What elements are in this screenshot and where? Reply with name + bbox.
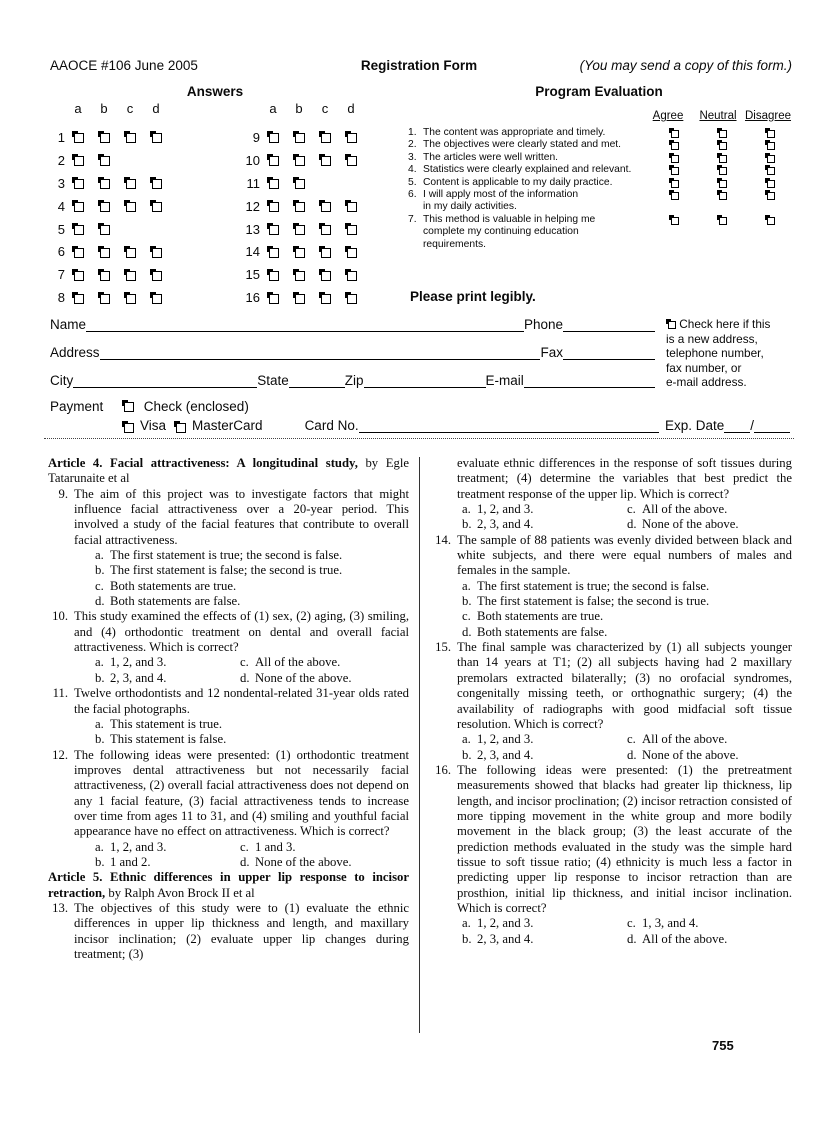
evaluation-item-number: 2. bbox=[408, 139, 417, 151]
answer-row-number: 8 bbox=[57, 290, 65, 306]
evaluation-agree-checkbox-5[interactable] bbox=[669, 178, 679, 188]
evaluation-item-6 bbox=[408, 189, 794, 214]
dotted-divider bbox=[44, 438, 794, 439]
copy-note: (You may send a copy of this form.) bbox=[579, 58, 792, 73]
note-line: Check here if this bbox=[679, 317, 771, 331]
email-label: E-mail bbox=[485, 373, 524, 388]
answer-letter: d bbox=[152, 101, 160, 116]
answer-option-c: c. Both statements are true. bbox=[95, 578, 237, 593]
answer-option-a: a. This statement is true. bbox=[95, 716, 223, 731]
answer-row-number: 1 bbox=[57, 129, 65, 145]
question-text: 9. The aim of this project was to investigate factors that might influence facial attractiveness over a 20-year period. This involved a study of the facial features that contribute to overall facial attractiveness. bbox=[48, 487, 409, 548]
option-letter: a. bbox=[462, 502, 471, 517]
answer-row-number: 2 bbox=[57, 152, 65, 168]
payment-label: Payment bbox=[50, 399, 104, 414]
option-letter: a. bbox=[95, 839, 104, 854]
answer-checkbox-14b[interactable] bbox=[293, 246, 305, 258]
answer-checkbox-4d[interactable] bbox=[150, 200, 162, 212]
option-letter: c. bbox=[240, 655, 249, 670]
answer-row-number: 5 bbox=[57, 221, 65, 237]
card-no-label: Card No. bbox=[304, 418, 359, 433]
answer-option-b: b. This statement is false. bbox=[95, 732, 227, 747]
option-letter: d. bbox=[627, 747, 637, 762]
question-number: 12. bbox=[52, 747, 68, 762]
evaluation-neutral-checkbox-4[interactable] bbox=[717, 165, 727, 175]
answer-letter: c bbox=[126, 101, 134, 116]
answer-option-b: b. 2, 3, and 4. bbox=[462, 517, 534, 532]
evaluation-disagree-checkbox-1[interactable] bbox=[765, 128, 775, 138]
evaluation-agree-checkbox-1[interactable] bbox=[669, 128, 679, 138]
fax-label: Fax bbox=[540, 345, 563, 360]
option-letter: b. bbox=[95, 670, 105, 685]
option-letter: c. bbox=[95, 578, 104, 593]
answer-checkbox-1c[interactable] bbox=[124, 131, 136, 143]
answer-row-9 bbox=[244, 126, 364, 149]
answer-option-c: c. 1, 3, and 4. bbox=[627, 916, 699, 931]
option-letter: c. bbox=[627, 732, 636, 747]
answer-option-a: a. 1, 2, and 3. bbox=[462, 502, 534, 517]
answers-grid-left bbox=[49, 101, 169, 309]
answer-row-14 bbox=[244, 240, 364, 263]
option-letter: d. bbox=[627, 517, 637, 532]
answer-checkbox-8b[interactable] bbox=[98, 292, 110, 304]
answer-checkbox-12a[interactable] bbox=[267, 200, 279, 212]
answer-checkbox-12b[interactable] bbox=[293, 200, 305, 212]
answer-option-c: c. All of the above. bbox=[240, 655, 341, 670]
option-letter: b. bbox=[95, 563, 105, 578]
evaluation-disagree-checkbox-6[interactable] bbox=[765, 190, 775, 200]
answer-checkbox-15a[interactable] bbox=[267, 269, 279, 281]
answer-checkbox-13b[interactable] bbox=[293, 223, 305, 235]
answer-row-number: 6 bbox=[57, 244, 65, 260]
answer-checkbox-16c[interactable] bbox=[319, 292, 331, 304]
answer-option-c: c. Both statements are true. bbox=[462, 609, 604, 624]
page-number: 755 bbox=[712, 1038, 734, 1053]
option-letter: c. bbox=[627, 916, 636, 931]
answer-row-number: 16 bbox=[245, 290, 260, 306]
address-label: Address bbox=[50, 345, 100, 360]
answer-option-c: c. All of the above. bbox=[627, 732, 728, 747]
evaluation-item-number: 7. bbox=[408, 213, 417, 225]
article-column-left bbox=[48, 456, 409, 962]
question-number: 10. bbox=[52, 609, 68, 624]
answer-checkbox-6b[interactable] bbox=[98, 246, 110, 258]
options-grid bbox=[431, 916, 792, 947]
evaluation-item-4 bbox=[408, 164, 794, 176]
exp-year-line[interactable] bbox=[754, 430, 790, 433]
evaluation-neutral-checkbox-6[interactable] bbox=[717, 190, 727, 200]
answer-option-d: d. Both statements are false. bbox=[462, 624, 608, 639]
evaluation-item-text: 2. The objectives were clearly stated and met. bbox=[408, 139, 622, 151]
email-input-line[interactable] bbox=[524, 385, 655, 388]
answer-row-16 bbox=[244, 286, 364, 309]
answer-checkbox-8c[interactable] bbox=[124, 292, 136, 304]
option-letter: b. bbox=[462, 931, 472, 946]
evaluation-item-number: 4. bbox=[408, 164, 417, 176]
options-grid bbox=[431, 502, 792, 533]
option-letter: b. bbox=[462, 747, 472, 762]
answer-letter-header bbox=[244, 101, 364, 126]
note-line: e-mail address. bbox=[666, 375, 747, 390]
exp-date-label: Exp. Date bbox=[664, 418, 725, 433]
answer-checkbox-16d[interactable] bbox=[345, 292, 357, 304]
answer-checkbox-9b[interactable] bbox=[293, 131, 305, 143]
answer-checkbox-12c[interactable] bbox=[319, 200, 331, 212]
evaluation-item-text: 6. I will apply most of the information in my daily activities. bbox=[408, 189, 579, 213]
answer-checkbox-7d[interactable] bbox=[150, 269, 162, 281]
card-no-input-line[interactable] bbox=[359, 430, 659, 433]
answer-row-3 bbox=[49, 172, 169, 195]
answer-option-c: c. 1 and 3. bbox=[240, 839, 296, 854]
answer-checkbox-6c[interactable] bbox=[124, 246, 136, 258]
article-heading: Article 5. Ethnic differences in upper lip response to incisor retraction, by Ralph Avon Brock II et al bbox=[48, 870, 409, 900]
evaluation-neutral-checkbox-5[interactable] bbox=[717, 178, 727, 188]
answer-option-d: d. All of the above. bbox=[627, 931, 728, 946]
answer-checkbox-15d[interactable] bbox=[345, 269, 357, 281]
answer-row-8 bbox=[49, 286, 169, 309]
phone-label: Phone bbox=[523, 317, 563, 332]
evaluation-item-7 bbox=[408, 214, 794, 251]
question-text: 13. The objectives of this study were to (1) evaluate the ethnic differences in upper lip thickness and length, and maxillary incisor inclination; (2) evaluate upper lip changes during treatment; (3) bbox=[48, 901, 409, 962]
new-address-checkbox[interactable] bbox=[666, 319, 676, 329]
answer-option-b: b. 1 and 2. bbox=[95, 854, 151, 869]
option-letter: b. bbox=[462, 517, 472, 532]
option-letter: d. bbox=[240, 670, 250, 685]
state-input-line[interactable] bbox=[289, 385, 345, 388]
evaluation-item-text: 1. The content was appropriate and timely. bbox=[408, 127, 606, 138]
evaluation-section-title: Program Evaluation bbox=[535, 84, 663, 99]
answer-row-13 bbox=[244, 218, 364, 241]
options-grid bbox=[431, 732, 792, 763]
answer-checkbox-8a[interactable] bbox=[72, 292, 84, 304]
evaluation-item-text: 4. Statistics were clearly explained and relevant. bbox=[408, 164, 632, 176]
question-text: 15. The final sample was characterized by (1) all subjects younger than 14 years at T1; (2) all subjects having had 2 maxillary premolars extracted bilaterally; (3) no orofacial syndromes, congenitally missing teeth, or orthognathic surgery; (4) the availability of radiographs with good midfacial soft tissue resolution. Which is correct? bbox=[431, 640, 792, 732]
answer-option-d: d. None of the above. bbox=[240, 854, 352, 869]
answer-row-number: 4 bbox=[57, 198, 65, 214]
name-label: Name bbox=[50, 317, 87, 332]
evaluation-header-row bbox=[408, 110, 794, 122]
answer-row-number: 14 bbox=[245, 244, 260, 260]
answer-checkbox-2b[interactable] bbox=[98, 154, 110, 166]
issue-title: AAOCE #106 June 2005 bbox=[50, 58, 198, 73]
answer-option-a: a. The first statement is true; the second is false. bbox=[95, 548, 343, 563]
city-label: City bbox=[50, 373, 74, 388]
option-letter: a. bbox=[462, 916, 471, 931]
agree-column-header: Agree bbox=[652, 110, 684, 122]
address-input-line[interactable] bbox=[100, 357, 541, 360]
answer-checkbox-14c[interactable] bbox=[319, 246, 331, 258]
evaluation-item-text: 5. Content is applicable to my daily practice. bbox=[408, 176, 613, 188]
article-column-right bbox=[431, 456, 792, 947]
question-number: 16. bbox=[435, 762, 451, 777]
evaluation-item-5 bbox=[408, 177, 794, 189]
option-letter: c. bbox=[627, 502, 636, 517]
evaluation-item-text: 3. The articles were well written. bbox=[408, 151, 559, 163]
question-number: 15. bbox=[435, 640, 451, 655]
options-grid bbox=[48, 655, 409, 686]
evaluation-neutral-checkbox-7[interactable] bbox=[717, 215, 727, 225]
answer-checkbox-2a[interactable] bbox=[72, 154, 84, 166]
answer-checkbox-1a[interactable] bbox=[72, 131, 84, 143]
evaluation-neutral-checkbox-2[interactable] bbox=[717, 140, 727, 150]
answer-row-4 bbox=[49, 195, 169, 218]
evaluation-disagree-checkbox-2[interactable] bbox=[765, 140, 775, 150]
answer-letter: b bbox=[295, 101, 303, 116]
new-address-note bbox=[666, 317, 796, 390]
evaluation-item-1 bbox=[408, 127, 794, 139]
answer-row-number: 10 bbox=[245, 152, 260, 168]
note-line: telephone number, bbox=[666, 346, 764, 361]
note-line: is a new address, bbox=[666, 331, 758, 346]
answer-letter: c bbox=[321, 101, 329, 116]
answer-row-number: 7 bbox=[57, 267, 65, 283]
option-letter: b. bbox=[95, 732, 105, 747]
answer-letter: b bbox=[100, 101, 108, 116]
evaluation-agree-checkbox-3[interactable] bbox=[669, 153, 679, 163]
answer-checkbox-16b[interactable] bbox=[293, 292, 305, 304]
answer-checkbox-14d[interactable] bbox=[345, 246, 357, 258]
answer-row-number: 3 bbox=[57, 175, 65, 191]
print-legibly-note: Please print legibly. bbox=[410, 289, 536, 304]
answer-row-number: 15 bbox=[245, 267, 260, 283]
answers-section-title: Answers bbox=[186, 84, 244, 99]
answer-checkbox-6d[interactable] bbox=[150, 246, 162, 258]
answer-checkbox-7b[interactable] bbox=[98, 269, 110, 281]
answer-option-d: d. None of the above. bbox=[627, 747, 739, 762]
evaluation-item-text: 7. This method is valuable in helping me complete my continuing education requirements. bbox=[408, 213, 596, 250]
disagree-column-header: Disagree bbox=[744, 110, 792, 122]
answer-row-2 bbox=[49, 149, 169, 172]
answer-checkbox-9c[interactable] bbox=[319, 131, 331, 143]
program-evaluation bbox=[408, 110, 794, 251]
check-payment-checkbox[interactable] bbox=[122, 400, 134, 412]
question-text: 10. This study examined the effects of (1) sex, (2) aging, (3) smiling, and (4) orthodontic treatment on dental and overall facial attractiveness. Which is correct? bbox=[48, 609, 409, 655]
option-letter: a. bbox=[95, 548, 104, 563]
answer-checkbox-13a[interactable] bbox=[267, 223, 279, 235]
option-letter: d. bbox=[240, 854, 250, 869]
answer-checkbox-5b[interactable] bbox=[98, 223, 110, 235]
page-title: Registration Form bbox=[360, 58, 478, 73]
name-row bbox=[50, 317, 655, 332]
evaluation-neutral-checkbox-1[interactable] bbox=[717, 128, 727, 138]
answer-checkbox-10d[interactable] bbox=[345, 154, 357, 166]
answer-letter: a bbox=[74, 101, 82, 116]
evaluation-disagree-checkbox-7[interactable] bbox=[765, 215, 775, 225]
option-letter: d. bbox=[462, 624, 472, 639]
answer-checkbox-14a[interactable] bbox=[267, 246, 279, 258]
answers-grid-right bbox=[244, 101, 364, 309]
evaluation-item-number: 3. bbox=[408, 151, 417, 163]
option-letter: a. bbox=[462, 732, 471, 747]
option-letter: c. bbox=[240, 839, 249, 854]
answer-row-number: 13 bbox=[245, 221, 260, 237]
visa-checkbox[interactable] bbox=[122, 421, 134, 433]
answer-option-b: b. 2, 3, and 4. bbox=[95, 670, 167, 685]
answer-option-b: b. 2, 3, and 4. bbox=[462, 931, 534, 946]
answer-checkbox-6a[interactable] bbox=[72, 246, 84, 258]
answer-row-number: 9 bbox=[252, 129, 260, 145]
exp-month-line[interactable] bbox=[724, 430, 750, 433]
question-number: 13. bbox=[52, 900, 68, 915]
column-divider-rule bbox=[419, 457, 420, 1033]
answer-option-b: b. The first statement is false; the second is true. bbox=[95, 563, 343, 578]
zip-label: Zip bbox=[344, 373, 364, 388]
zip-input-line[interactable] bbox=[364, 385, 486, 388]
answer-row-15 bbox=[244, 263, 364, 286]
article-heading: Article 4. Facial attractiveness: A longitudinal study, by Egle Tatarunaite et al bbox=[48, 456, 409, 486]
answer-option-b: b. 2, 3, and 4. bbox=[462, 747, 534, 762]
evaluation-disagree-checkbox-4[interactable] bbox=[765, 165, 775, 175]
phone-input-line[interactable] bbox=[563, 329, 655, 332]
answer-checkbox-1b[interactable] bbox=[98, 131, 110, 143]
answer-checkbox-12d[interactable] bbox=[345, 200, 357, 212]
option-letter: d. bbox=[627, 931, 637, 946]
answer-checkbox-3d[interactable] bbox=[150, 177, 162, 189]
answer-checkbox-11b[interactable] bbox=[293, 177, 305, 189]
option-letter: b. bbox=[95, 854, 105, 869]
answer-option-d: d. None of the above. bbox=[627, 517, 739, 532]
answer-row-5 bbox=[49, 218, 169, 241]
answer-row-1 bbox=[49, 126, 169, 149]
option-letter: c. bbox=[462, 609, 471, 624]
note-line: fax number, or bbox=[666, 360, 742, 375]
answer-row-11 bbox=[244, 172, 364, 195]
answer-row-10 bbox=[244, 149, 364, 172]
question-text: 16. The following ideas were presented: (1) the pretreatment measurements showed that blacks had greater lip thickness, lip length, and incisor proclination; (2) incisor retraction consisted of more tipping movement in the white group and more bodily movement in the black group; (3) the least accurate of the prediction methods evaluated in the study was the simple hard tissue to soft tissue ratio; (4) ethnicity is much less a factor in predicting upper lip response to incisor retraction than are prosthion, initial lip thickness, and initial incisor inclination. Which is correct? bbox=[431, 763, 792, 916]
answer-letter: a bbox=[269, 101, 277, 116]
answer-checkbox-11a[interactable] bbox=[267, 177, 279, 189]
evaluation-agree-checkbox-2[interactable] bbox=[669, 140, 679, 150]
answer-checkbox-3c[interactable] bbox=[124, 177, 136, 189]
option-letter: b. bbox=[462, 594, 472, 609]
answer-option-c: c. All of the above. bbox=[627, 502, 728, 517]
answer-checkbox-3b[interactable] bbox=[98, 177, 110, 189]
evaluation-agree-checkbox-4[interactable] bbox=[669, 165, 679, 175]
answer-option-a: a. 1, 2, and 3. bbox=[462, 916, 534, 931]
state-label: State bbox=[257, 373, 289, 388]
answer-checkbox-3a[interactable] bbox=[72, 177, 84, 189]
question-number: 11. bbox=[52, 686, 68, 701]
answer-checkbox-9a[interactable] bbox=[267, 131, 279, 143]
answer-checkbox-1d[interactable] bbox=[150, 131, 162, 143]
answer-letter: d bbox=[347, 101, 355, 116]
option-letter: a. bbox=[95, 655, 104, 670]
answer-option-a: a. 1, 2, and 3. bbox=[95, 839, 167, 854]
answer-checkbox-7a[interactable] bbox=[72, 269, 84, 281]
question-number: 14. bbox=[435, 532, 451, 547]
answer-checkbox-13c[interactable] bbox=[319, 223, 331, 235]
answer-checkbox-5a[interactable] bbox=[72, 223, 84, 235]
question-text: 11. Twelve orthodontists and 12 nondental-related 31-year olds rated the facial photographs. bbox=[48, 686, 409, 717]
answer-checkbox-4a[interactable] bbox=[72, 200, 84, 212]
answer-row-6 bbox=[49, 240, 169, 263]
evaluation-disagree-checkbox-5[interactable] bbox=[765, 178, 775, 188]
answer-checkbox-15c[interactable] bbox=[319, 269, 331, 281]
answer-checkbox-16a[interactable] bbox=[267, 292, 279, 304]
question-number: 9. bbox=[58, 486, 68, 501]
neutral-column-header: Neutral bbox=[699, 110, 737, 122]
answer-checkbox-10c[interactable] bbox=[319, 154, 331, 166]
answer-checkbox-10a[interactable] bbox=[267, 154, 279, 166]
fax-input-line[interactable] bbox=[563, 357, 655, 360]
city-row bbox=[50, 373, 655, 388]
answer-option-a: a. 1, 2, and 3. bbox=[95, 655, 167, 670]
card-row bbox=[122, 418, 790, 433]
payment-check-option: Check (enclosed) bbox=[122, 399, 249, 414]
answer-option-a: a. 1, 2, and 3. bbox=[462, 732, 534, 747]
evaluation-item-2 bbox=[408, 139, 794, 151]
mastercard-label: MasterCard bbox=[192, 418, 263, 433]
evaluation-agree-checkbox-6[interactable] bbox=[669, 190, 679, 200]
answer-checkbox-10b[interactable] bbox=[293, 154, 305, 166]
answer-option-b: b. The first statement is false; the second is true. bbox=[462, 594, 710, 609]
evaluation-item-number: 6. bbox=[408, 189, 417, 201]
options-grid bbox=[48, 840, 409, 871]
answer-checkbox-4b[interactable] bbox=[98, 200, 110, 212]
option-letter: a. bbox=[462, 578, 471, 593]
question-continuation-text: evaluate ethnic differences in the response of soft tissues during treatment; (4) determine the variables that best predict the treatment response of the upper lip. Which is correct? bbox=[457, 456, 792, 501]
answer-row-7 bbox=[49, 263, 169, 286]
address-row bbox=[50, 345, 655, 360]
answer-option-d: d. Both statements are false. bbox=[95, 594, 241, 609]
answer-checkbox-4c[interactable] bbox=[124, 200, 136, 212]
visa-label: Visa bbox=[140, 418, 167, 433]
answer-row-number: 11 bbox=[246, 175, 260, 191]
evaluation-item-3 bbox=[408, 152, 794, 164]
city-input-line[interactable] bbox=[73, 385, 257, 388]
evaluation-agree-checkbox-7[interactable] bbox=[669, 215, 679, 225]
evaluation-item-number: 1. bbox=[408, 127, 417, 138]
question-text: 12. The following ideas were presented: (1) orthodontic treatment improves dental attractiveness but not necessarily facial attractiveness, (2) overall facial attractiveness does not depend on any 1 facial feature, (3) facial attractiveness tends to increase over time from ages 11 to 31, and (4) smiling and youthful facial appearance have no effect on attractiveness. Which is correct? bbox=[48, 748, 409, 840]
answer-checkbox-9d[interactable] bbox=[345, 131, 357, 143]
answer-checkbox-7c[interactable] bbox=[124, 269, 136, 281]
evaluation-neutral-checkbox-3[interactable] bbox=[717, 153, 727, 163]
option-letter: d. bbox=[95, 594, 105, 609]
answer-option-d: d. None of the above. bbox=[240, 670, 352, 685]
mastercard-checkbox[interactable] bbox=[174, 421, 186, 433]
answer-row-12 bbox=[244, 195, 364, 218]
name-input-line[interactable] bbox=[86, 329, 524, 332]
evaluation-disagree-checkbox-3[interactable] bbox=[765, 153, 775, 163]
exp-slash: / bbox=[750, 418, 754, 433]
evaluation-item-number: 5. bbox=[408, 176, 417, 188]
question-text: 14. The sample of 88 patients was evenly divided between black and white subjects, and there were equal numbers of males and females in the sample. bbox=[431, 533, 792, 579]
answer-option-a: a. The first statement is true; the second is false. bbox=[462, 578, 710, 593]
answer-checkbox-8d[interactable] bbox=[150, 292, 162, 304]
answer-row-number: 12 bbox=[245, 198, 260, 214]
option-letter: a. bbox=[95, 716, 104, 731]
answer-letter-header bbox=[49, 101, 169, 126]
answer-checkbox-13d[interactable] bbox=[345, 223, 357, 235]
answer-checkbox-15b[interactable] bbox=[293, 269, 305, 281]
